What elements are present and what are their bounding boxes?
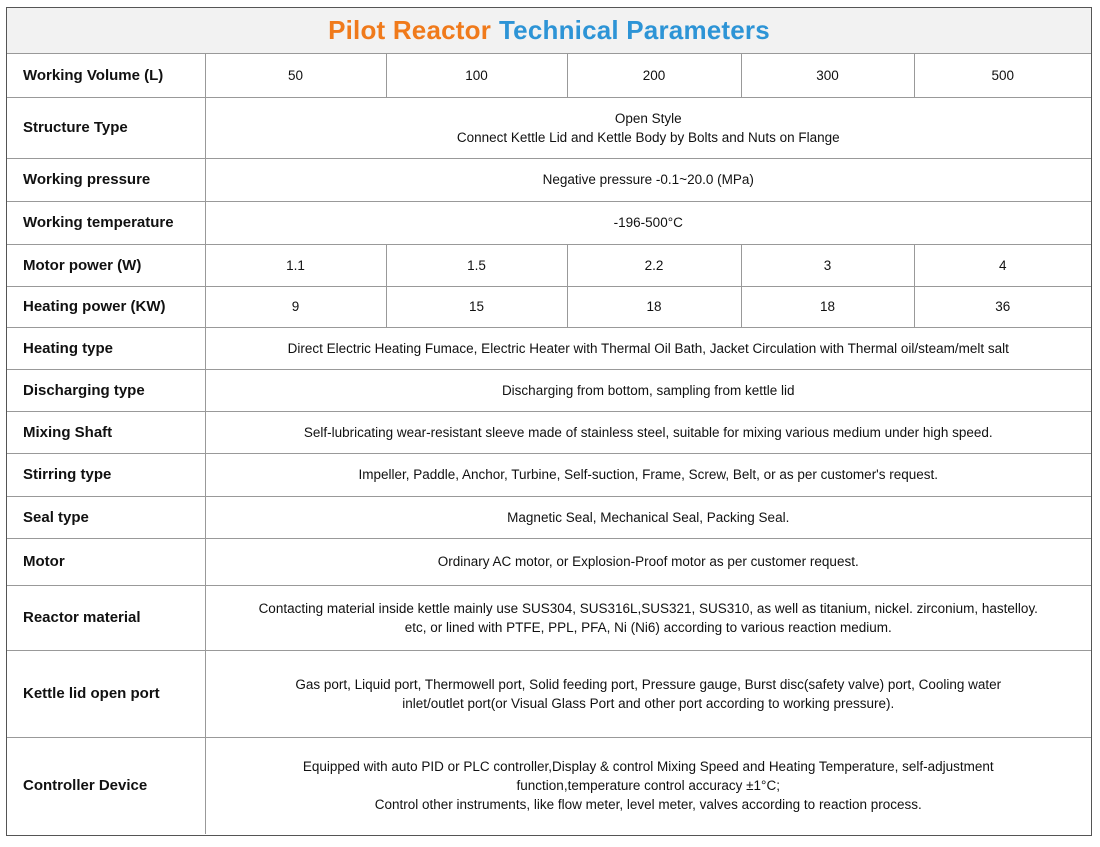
value-cell: Discharging from bottom, sampling from kettle lid [205,369,1091,411]
row-label: Discharging type [7,369,205,411]
row-label: Stirring type [7,453,205,496]
value-cell: Equipped with auto PID or PLC controller,Display & control Mixing Speed and Heating Temperature, self-adjustment function,temperature control accuracy ±1°C; Control other instruments, like flow meter, level meter, valves according to reaction process. [205,737,1091,834]
table-row [7,97,1091,158]
value-cell: Contacting material inside kettle mainly use SUS304, SUS316L,SUS321, SUS310, as well as titanium, nickel. zirconium, hastelloy. etc, or lined with PTFE, PPL, PFA, Ni (Ni6) according to various reaction medium. [205,585,1091,650]
value-cell: 2.2 [567,244,741,286]
value-cell: 200 [567,54,741,97]
value-cell: Impeller, Paddle, Anchor, Turbine, Self-suction, Frame, Screw, Belt, or as per customer's request. [205,453,1091,496]
value-cell: 500 [914,54,1091,97]
value-cell: Negative pressure -0.1~20.0 (MPa) [205,158,1091,201]
table-row [7,244,1091,286]
table-row [7,453,1091,496]
table-row [7,369,1091,411]
value-cell: Ordinary AC motor, or Explosion-Proof motor as per customer request. [205,538,1091,585]
table-row [7,411,1091,453]
table-row [7,737,1091,834]
row-label: Working Volume (L) [7,54,205,97]
title-rest: Technical Parameters [499,15,770,45]
value-cell: 36 [914,286,1091,327]
table-row [7,585,1091,650]
table-row [7,650,1091,737]
row-label: Working temperature [7,201,205,244]
row-label: Controller Device [7,737,205,834]
row-label: Kettle lid open port [7,650,205,737]
value-cell: 300 [741,54,914,97]
table-row [7,327,1091,369]
table-row [7,496,1091,538]
value-cell: -196-500°C [205,201,1091,244]
row-label: Reactor material [7,585,205,650]
parameters-sheet [6,7,1092,836]
value-cell: 18 [741,286,914,327]
table-row [7,538,1091,585]
value-cell: Open Style Connect Kettle Lid and Kettle Body by Bolts and Nuts on Flange [205,97,1091,158]
value-cell: 3 [741,244,914,286]
table-row [7,158,1091,201]
table-row [7,286,1091,327]
title-bar [7,8,1091,54]
row-label: Heating power (KW) [7,286,205,327]
table-row [7,201,1091,244]
row-label: Motor [7,538,205,585]
value-cell: Gas port, Liquid port, Thermowell port, Solid feeding port, Pressure gauge, Burst disc(safety valve) port, Cooling water inlet/outlet port(or Visual Glass Port and other port according to working pressure). [205,650,1091,737]
parameters-table [7,54,1091,834]
value-cell: Magnetic Seal, Mechanical Seal, Packing Seal. [205,496,1091,538]
table-row [7,54,1091,97]
title-accent: Pilot Reactor [328,15,492,45]
row-label: Heating type [7,327,205,369]
row-label: Seal type [7,496,205,538]
value-cell: 18 [567,286,741,327]
value-cell: 1.1 [205,244,386,286]
value-cell: 50 [205,54,386,97]
value-cell: 100 [386,54,567,97]
row-label: Structure Type [7,97,205,158]
value-cell: 15 [386,286,567,327]
row-label: Working pressure [7,158,205,201]
value-cell: 9 [205,286,386,327]
row-label: Mixing Shaft [7,411,205,453]
value-cell: Self-lubricating wear-resistant sleeve made of stainless steel, suitable for mixing various medium under high speed. [205,411,1091,453]
row-label: Motor power (W) [7,244,205,286]
value-cell: 4 [914,244,1091,286]
value-cell: 1.5 [386,244,567,286]
value-cell: Direct Electric Heating Fumace, Electric Heater with Thermal Oil Bath, Jacket Circulation with Thermal oil/steam/melt salt [205,327,1091,369]
